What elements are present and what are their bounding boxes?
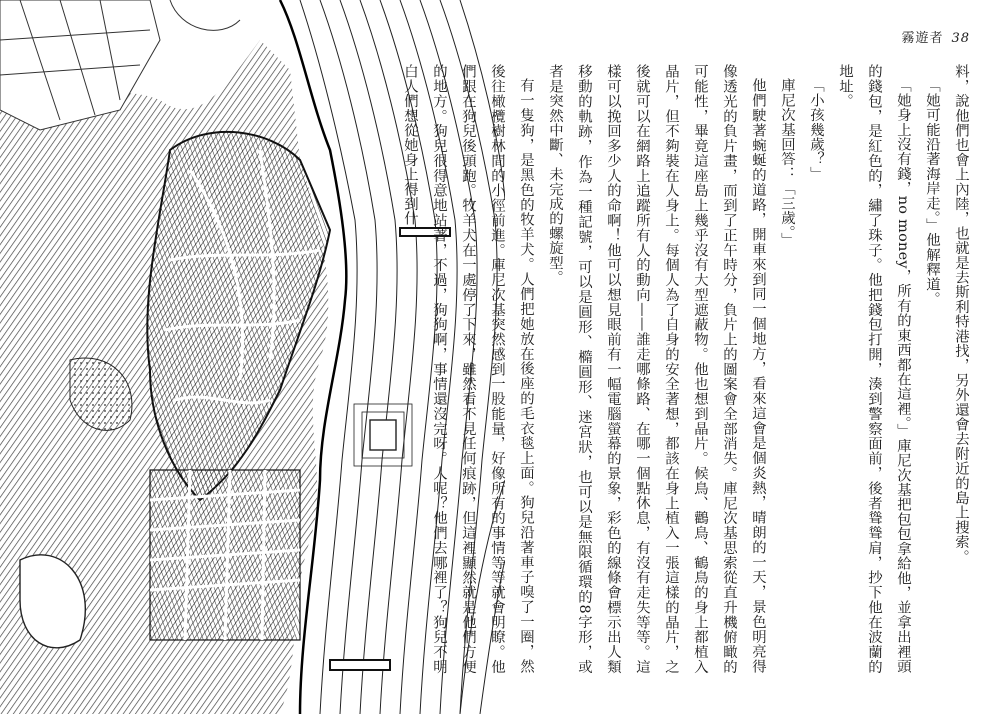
page-number: 38 (951, 31, 970, 46)
text-page (402, 0, 1000, 714)
body-text (402, 64, 975, 674)
book-title: 霧遊者 (901, 31, 944, 46)
paragraph: 有一隻狗，是黑色的牧羊犬。人們把她放在後座的毛衣毯上面。狗兒沿著車子嗅了一圈，然後往橄欖樹林間的小徑前進。庫尼次基突然感到一股能量，好像所有的事情等等就會明瞭。他們跟在狗兒後頭跑。牧羊犬在一處停了下來，雖然看不見任何痕跡，但這裡顯然就是他們方便的地方。狗兒很得意地站著，不過，狗狗啊，事情還沒完呀。人呢？他們去哪裡了？狗兒不明白人們想從她身上得到什 (402, 64, 534, 674)
paragraph: 「她可能沿著海岸走。」他解釋道。 (924, 78, 940, 307)
paragraph: 料，說他們也會上內陸，也就是去斯利特港找，另外還會去附近的島上搜索。 (953, 64, 969, 564)
paragraph: 「她身上沒有錢，no money，所有的東西都在這裡。」庫尼次基把包包拿給他，並拿出裡頭的錢包，是紅色的，繡了珠子。他把錢包打開，湊到警察面前，後者聳聳肩，抄下他在波蘭的地址。 (837, 64, 911, 674)
south-grid-district (150, 470, 300, 640)
paragraph: 他們駛著蜿蜒的道路，開車來到同一個地方，看來這會是個炎熱，晴朗的一天，景色明亮得像透光的負片畫，而到了正午時分，負片上的圖案會全部消失。庫尼次基思索從直升機俯瞰的可能性，畢竟這座島上幾乎沒有大型遮蔽物。他也想到晶片。候鳥、鸛鳥、鶴鳥的身上都植入晶片，但不夠裝在人身上。每個人為了自身的安全著想，都該在身上植入一張這樣的晶片，之後就可以在網路上追蹤所有人的動向——誰走哪條路、在哪一個點休息，有沒有走失等等。這樣可以挽回多少人的命啊！他可以想見眼前有一幅電腦螢幕的景象，彩色的線條會標示出人類移動的軌跡，作為一種記號，可以是圓形、橢圓形、迷宮狀，也可以是無限循環的8字形，或者是突然中斷、未完成的螺旋型。 (547, 64, 766, 674)
paragraph: 庫尼次基回答：「三歲。」 (779, 78, 795, 248)
running-header (901, 27, 970, 46)
paragraph: 「小孩幾歲？」 (808, 78, 824, 182)
